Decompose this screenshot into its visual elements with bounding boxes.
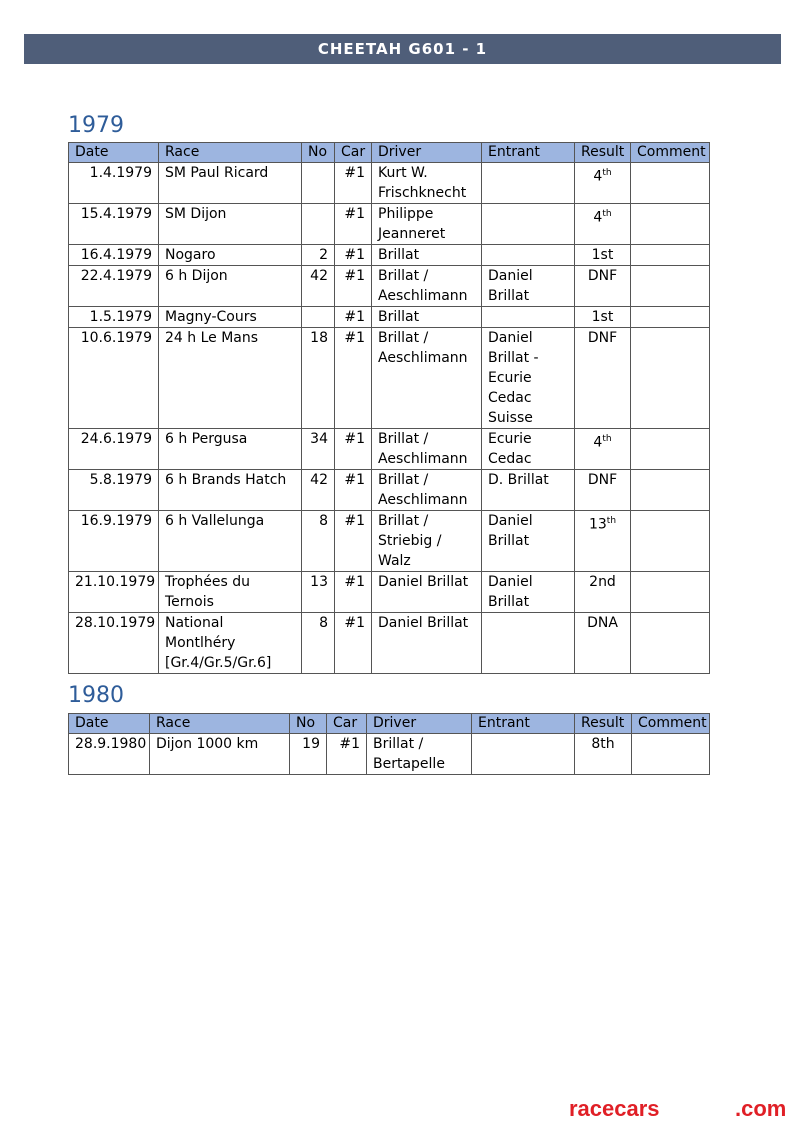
table-row xyxy=(69,734,710,775)
result-ordinal-suffix: th xyxy=(602,168,612,178)
driver-cell-text: Kurt W. Frischknecht xyxy=(378,165,467,201)
race-cell xyxy=(159,307,302,328)
entrant-cell xyxy=(482,470,575,511)
number-cell xyxy=(302,204,335,245)
car-cell-text: #1 xyxy=(344,431,365,447)
document-title-bar xyxy=(24,34,781,64)
result-cell-text: DNA xyxy=(587,615,618,631)
entrant-cell xyxy=(482,572,575,613)
car-cell-text: #1 xyxy=(344,472,365,488)
entrant-cell xyxy=(482,307,575,328)
column-header-result: Result xyxy=(575,714,632,734)
comment-cell xyxy=(631,266,710,307)
column-header-race: Race xyxy=(159,143,302,163)
car-cell xyxy=(335,511,372,572)
column-header-result: Result xyxy=(575,143,631,163)
column-header-car: Car xyxy=(327,714,367,734)
car-cell-text: #1 xyxy=(344,309,365,325)
date-cell-text: 28.10.1979 xyxy=(75,615,156,631)
date-cell xyxy=(69,613,159,674)
number-cell xyxy=(302,266,335,307)
year-heading-1980: 1980 xyxy=(68,683,124,708)
comment-cell xyxy=(632,734,710,775)
driver-cell-text: Brillat / Aeschlimann xyxy=(378,431,468,467)
results-table-1979 xyxy=(68,142,710,674)
race-cell-text: Dijon 1000 km xyxy=(156,736,259,752)
race-cell xyxy=(159,613,302,674)
date-cell xyxy=(69,328,159,429)
number-cell xyxy=(302,328,335,429)
date-cell-text: 5.8.1979 xyxy=(89,472,152,488)
number-cell xyxy=(302,307,335,328)
column-header-date: Date xyxy=(69,714,150,734)
comment-cell xyxy=(631,307,710,328)
entrant-cell xyxy=(482,204,575,245)
number-cell xyxy=(302,470,335,511)
car-cell xyxy=(335,429,372,470)
driver-cell xyxy=(372,307,482,328)
race-cell-text: Nogaro xyxy=(165,247,216,263)
comment-cell xyxy=(631,470,710,511)
entrant-cell xyxy=(472,734,575,775)
entrant-cell xyxy=(482,429,575,470)
date-cell xyxy=(69,734,150,775)
date-cell-text: 15.4.1979 xyxy=(80,206,152,222)
race-cell xyxy=(159,572,302,613)
table-row xyxy=(69,245,710,266)
driver-cell-text: Brillat / Aeschlimann xyxy=(378,268,468,304)
result-cell xyxy=(575,429,631,470)
race-cell-text: Magny-Cours xyxy=(165,309,257,325)
entrant-cell xyxy=(482,266,575,307)
number-cell-text: 13 xyxy=(310,574,328,590)
result-cell xyxy=(575,204,631,245)
driver-cell xyxy=(372,266,482,307)
date-cell xyxy=(69,470,159,511)
result-cell xyxy=(575,572,631,613)
entrant-cell xyxy=(482,511,575,572)
race-cell xyxy=(159,511,302,572)
race-cell-text: 6 h Brands Hatch xyxy=(165,472,287,488)
result-cell-text: 1st xyxy=(591,309,614,325)
driver-cell-text: Daniel Brillat xyxy=(378,574,469,590)
car-cell xyxy=(335,245,372,266)
race-cell-text: 6 h Vallelunga xyxy=(165,513,265,529)
column-header-race: Race xyxy=(150,714,290,734)
driver-cell-text: Brillat / Aeschlimann xyxy=(378,472,468,508)
date-cell-text: 21.10.1979 xyxy=(75,574,156,590)
document-title: CHEETAH G601 - 1 xyxy=(317,40,488,58)
number-cell xyxy=(302,511,335,572)
result-cell-text: 13 xyxy=(588,516,607,533)
car-cell xyxy=(335,328,372,429)
date-cell-text: 28.9.1980 xyxy=(75,736,147,752)
column-header-driver: Driver xyxy=(372,143,482,163)
driver-cell-text: Daniel Brillat xyxy=(378,615,469,631)
driver-cell xyxy=(372,613,482,674)
result-cell xyxy=(575,163,631,204)
comment-cell xyxy=(631,204,710,245)
number-cell xyxy=(302,429,335,470)
number-cell-text: 19 xyxy=(302,736,320,752)
number-cell-text: 2 xyxy=(319,247,328,263)
result-cell xyxy=(575,307,631,328)
brand-logo-dotcom: .com xyxy=(735,1096,787,1121)
result-ordinal-suffix: th xyxy=(602,209,612,219)
table-row xyxy=(69,204,710,245)
car-cell xyxy=(335,204,372,245)
number-cell xyxy=(302,163,335,204)
date-cell-text: 24.6.1979 xyxy=(80,431,152,447)
entrant-cell xyxy=(482,328,575,429)
comment-cell xyxy=(631,613,710,674)
column-header-date: Date xyxy=(69,143,159,163)
car-cell xyxy=(335,163,372,204)
date-cell xyxy=(69,245,159,266)
number-cell-text: 42 xyxy=(310,472,328,488)
driver-cell xyxy=(372,328,482,429)
year-heading-1979: 1979 xyxy=(68,113,124,138)
car-cell-text: #1 xyxy=(344,165,365,181)
number-cell-text: 34 xyxy=(310,431,328,447)
table-row xyxy=(69,429,710,470)
driver-cell xyxy=(372,245,482,266)
results-table-1980 xyxy=(68,713,710,775)
result-cell-text: 4 xyxy=(593,209,603,226)
result-cell xyxy=(575,470,631,511)
race-cell xyxy=(150,734,290,775)
driver-cell xyxy=(372,163,482,204)
date-cell-text: 22.4.1979 xyxy=(80,268,152,284)
number-cell xyxy=(290,734,327,775)
number-cell xyxy=(302,245,335,266)
date-cell xyxy=(69,307,159,328)
column-header-entrant: Entrant xyxy=(482,143,575,163)
race-cell xyxy=(159,245,302,266)
result-cell xyxy=(575,266,631,307)
race-cell xyxy=(159,163,302,204)
driver-cell-text: Brillat xyxy=(378,247,420,263)
column-header-driver: Driver xyxy=(367,714,472,734)
date-cell xyxy=(69,572,159,613)
comment-cell xyxy=(631,245,710,266)
date-cell xyxy=(69,163,159,204)
result-cell-text: DNF xyxy=(587,268,618,284)
driver-cell xyxy=(372,470,482,511)
race-cell-text: 6 h Dijon xyxy=(165,268,228,284)
column-header-entrant: Entrant xyxy=(472,714,575,734)
driver-cell-text: Brillat / Bertapelle xyxy=(373,736,445,772)
driver-cell-text: Brillat xyxy=(378,309,420,325)
entrant-cell-text: Daniel Brillat xyxy=(488,513,533,549)
date-cell-text: 1.4.1979 xyxy=(89,165,152,181)
brand-logo-racecars: racecars xyxy=(569,1096,660,1121)
result-ordinal-suffix: th xyxy=(602,434,612,444)
car-cell xyxy=(327,734,367,775)
date-cell-text: 16.4.1979 xyxy=(80,247,152,263)
comment-cell xyxy=(631,429,710,470)
driver-cell-text: Philippe Jeanneret xyxy=(378,206,446,242)
car-cell-text: #1 xyxy=(344,330,365,346)
entrant-cell-text: Daniel Brillat xyxy=(488,574,533,610)
driver-cell xyxy=(372,572,482,613)
driver-cell xyxy=(367,734,472,775)
comment-cell xyxy=(631,572,710,613)
date-cell xyxy=(69,429,159,470)
car-cell xyxy=(335,613,372,674)
race-cell xyxy=(159,328,302,429)
number-cell xyxy=(302,572,335,613)
date-cell xyxy=(69,511,159,572)
race-cell-text: SM Dijon xyxy=(165,206,227,222)
entrant-cell-text: Ecurie Cedac xyxy=(488,431,532,467)
number-cell-text: 18 xyxy=(310,330,328,346)
column-header-no: No xyxy=(302,143,335,163)
column-header-car: Car xyxy=(335,143,372,163)
number-cell-text: 42 xyxy=(310,268,328,284)
driver-cell xyxy=(372,204,482,245)
result-cell xyxy=(575,734,632,775)
number-cell-text: 8 xyxy=(319,513,328,529)
driver-cell xyxy=(372,511,482,572)
car-cell-text: #1 xyxy=(344,206,365,222)
result-cell-text: 8th xyxy=(591,736,615,752)
number-cell-text: 8 xyxy=(319,615,328,631)
race-cell-text: SM Paul Ricard xyxy=(165,165,269,181)
entrant-cell-text: D. Brillat xyxy=(488,472,549,488)
column-header-comment: Comment xyxy=(632,714,710,734)
result-cell-text: DNF xyxy=(587,330,618,346)
car-cell-text: #1 xyxy=(344,513,365,529)
race-cell-text: 24 h Le Mans xyxy=(165,330,259,346)
race-cell xyxy=(159,429,302,470)
result-cell xyxy=(575,245,631,266)
result-ordinal-suffix: th xyxy=(606,516,617,526)
number-cell xyxy=(302,613,335,674)
entrant-cell xyxy=(482,245,575,266)
result-cell xyxy=(575,613,631,674)
date-cell xyxy=(69,266,159,307)
table-row xyxy=(69,470,710,511)
comment-cell xyxy=(631,511,710,572)
result-cell xyxy=(575,328,631,429)
date-cell-text: 1.5.1979 xyxy=(89,309,152,325)
car-cell-text: #1 xyxy=(339,736,360,752)
car-cell-text: #1 xyxy=(344,268,365,284)
table-row xyxy=(69,163,710,204)
column-header-comment: Comment xyxy=(631,143,710,163)
driver-cell-text: Brillat / Striebig / Walz xyxy=(378,513,442,569)
car-cell xyxy=(335,307,372,328)
car-cell-text: #1 xyxy=(344,574,365,590)
race-cell-text: National Montlhéry [Gr.4/Gr.5/Gr.6] xyxy=(165,615,272,671)
driver-cell xyxy=(372,429,482,470)
table-row xyxy=(69,572,710,613)
driver-cell-text: Brillat / Aeschlimann xyxy=(378,330,468,366)
result-cell-text: 4 xyxy=(593,434,603,451)
table-header-row xyxy=(69,143,710,163)
date-cell xyxy=(69,204,159,245)
race-cell-text: 6 h Pergusa xyxy=(165,431,248,447)
race-cell xyxy=(159,204,302,245)
entrant-cell-text: Daniel Brillat - Ecurie Cedac Suisse xyxy=(488,330,539,426)
result-cell-text: DNF xyxy=(587,472,618,488)
result-cell xyxy=(575,511,631,572)
table-header-row xyxy=(69,714,710,734)
table-row xyxy=(69,266,710,307)
date-cell-text: 16.9.1979 xyxy=(80,513,152,529)
result-cell-text: 4 xyxy=(593,168,603,185)
result-cell-text: 2nd xyxy=(589,574,616,590)
race-cell-text: Trophées du Ternois xyxy=(165,574,250,610)
date-cell-text: 10.6.1979 xyxy=(80,330,152,346)
table-row xyxy=(69,307,710,328)
table-row xyxy=(69,511,710,572)
entrant-cell xyxy=(482,613,575,674)
table-row xyxy=(69,328,710,429)
comment-cell xyxy=(631,328,710,429)
car-cell-text: #1 xyxy=(344,615,365,631)
column-header-no: No xyxy=(290,714,327,734)
comment-cell xyxy=(631,163,710,204)
car-cell xyxy=(335,266,372,307)
result-cell-text: 1st xyxy=(591,247,614,263)
car-cell xyxy=(335,470,372,511)
table-row xyxy=(69,613,710,674)
entrant-cell-text: Daniel Brillat xyxy=(488,268,533,304)
race-cell xyxy=(159,470,302,511)
race-cell xyxy=(159,266,302,307)
car-cell xyxy=(335,572,372,613)
entrant-cell xyxy=(482,163,575,204)
car-cell-text: #1 xyxy=(344,247,365,263)
